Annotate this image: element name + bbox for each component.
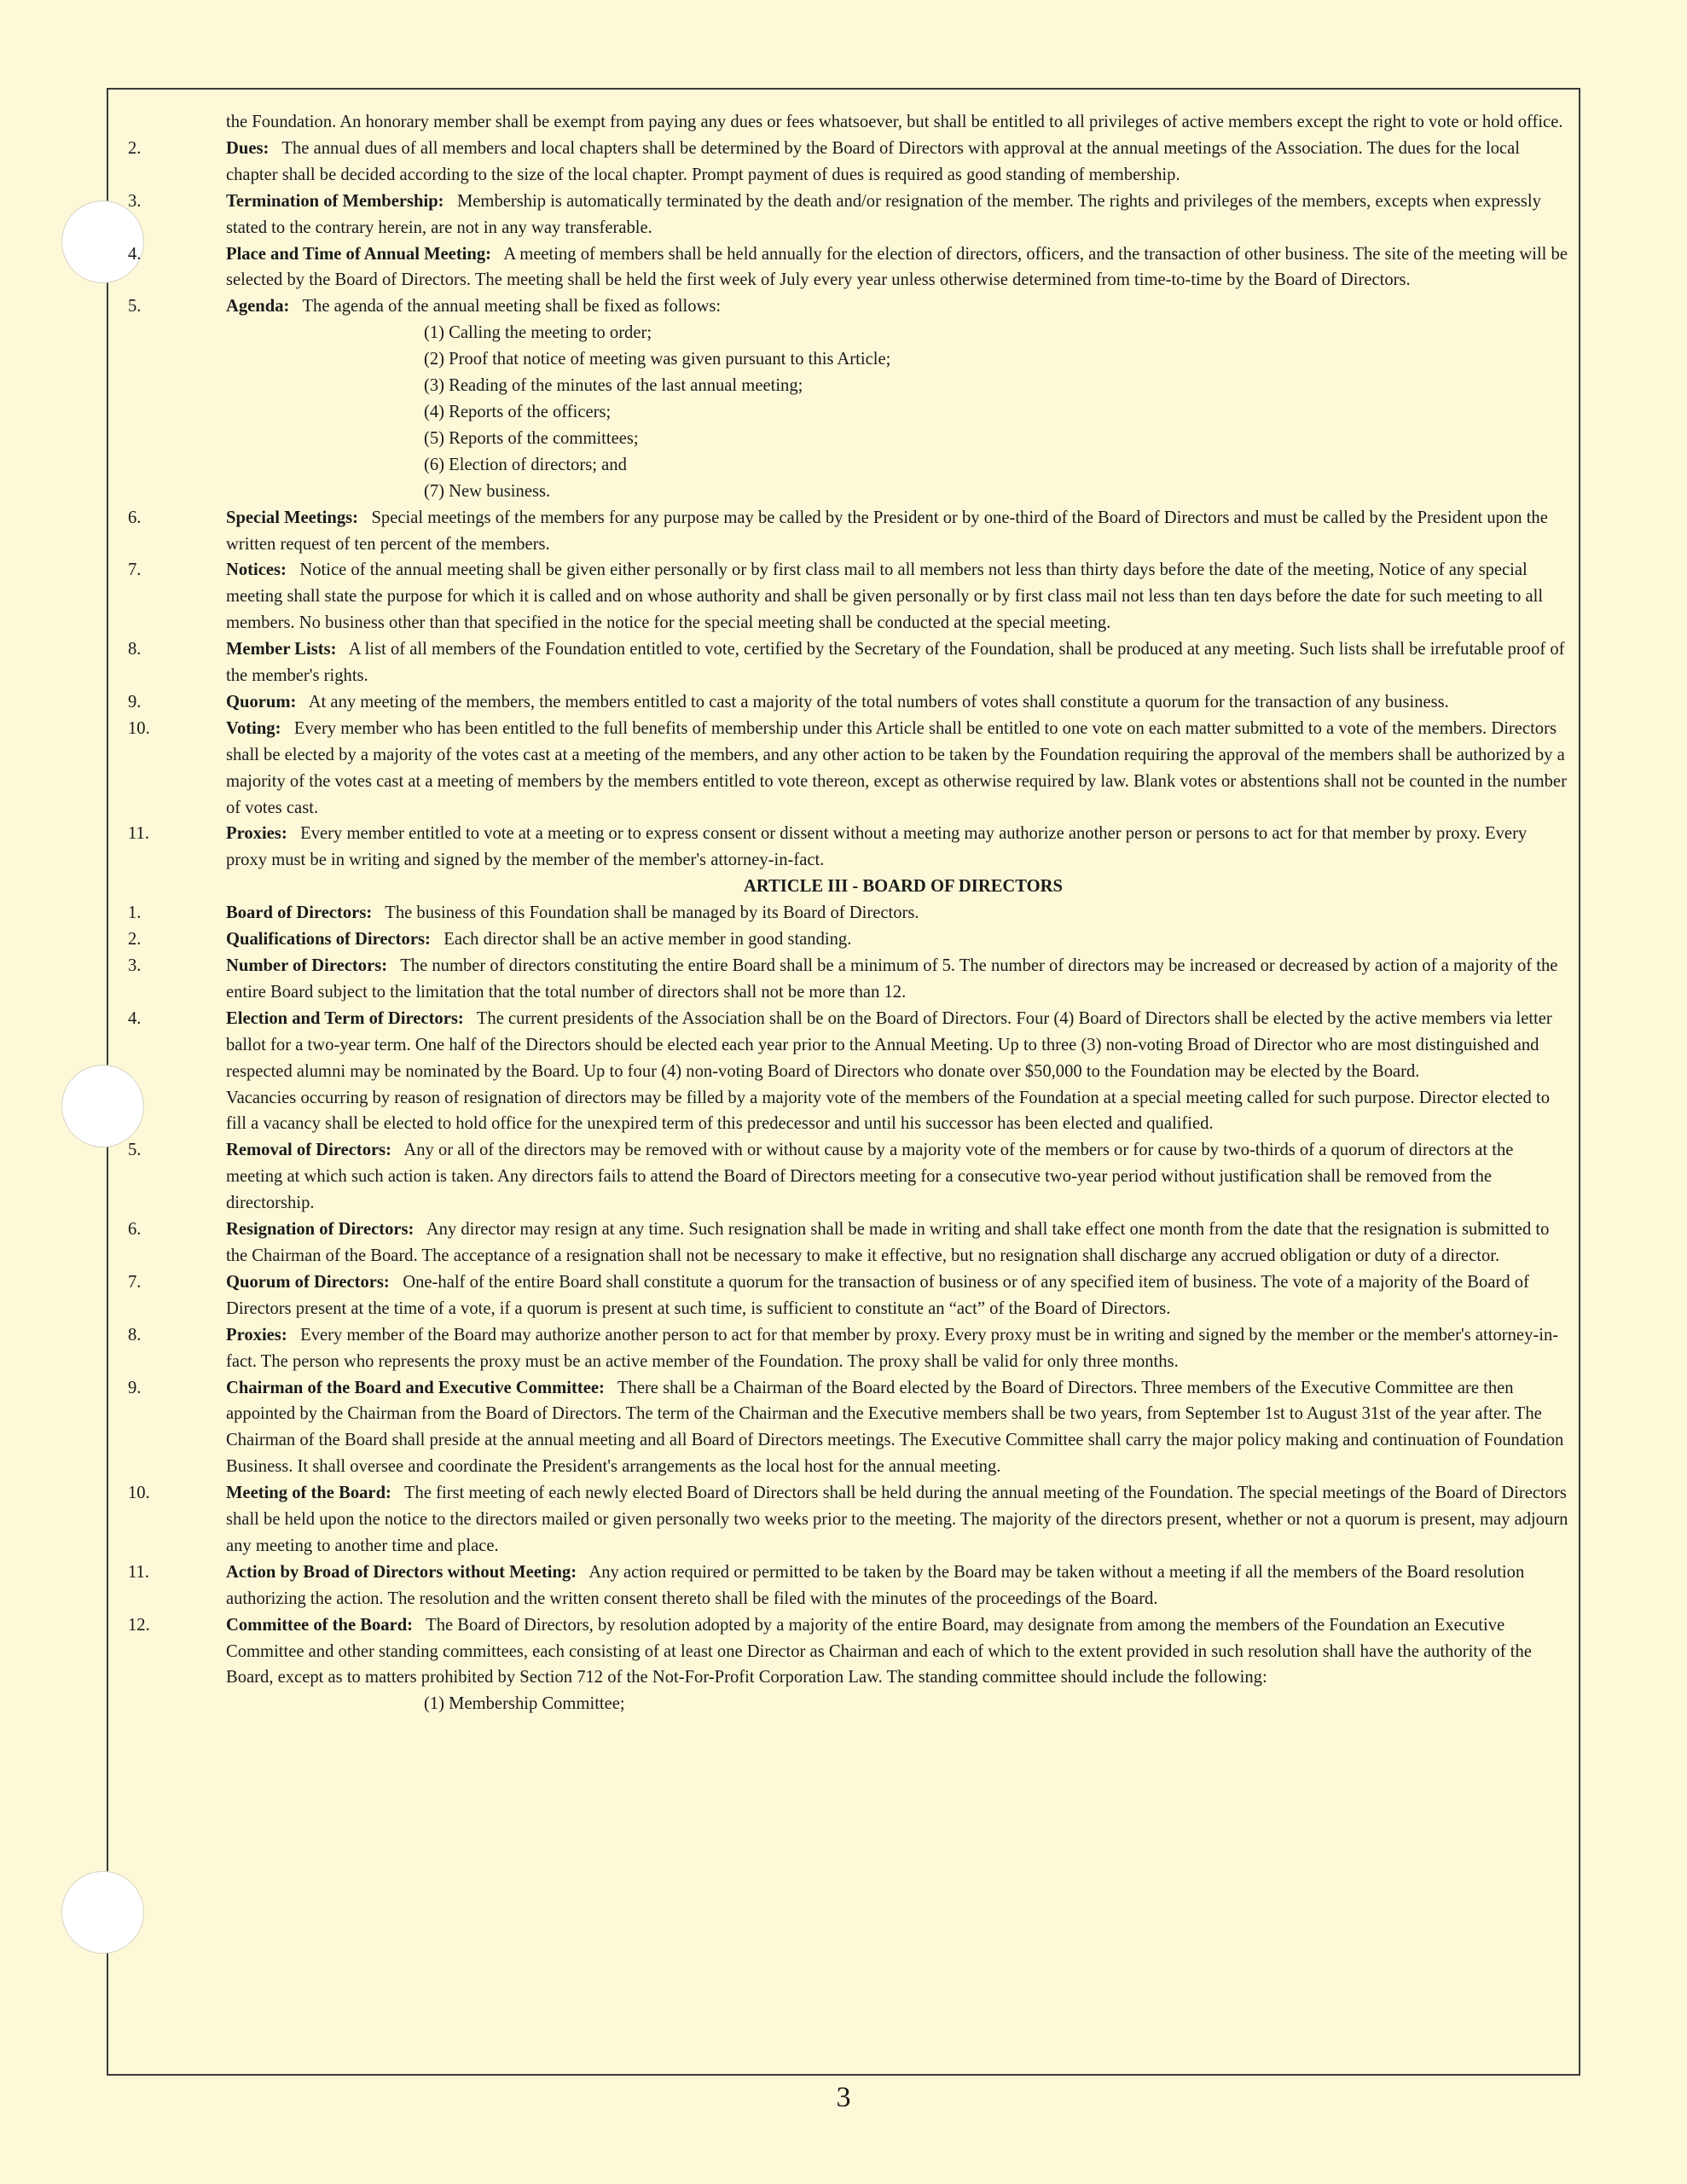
agenda-entry: (4) Reports of the officers; [424,402,612,421]
article-2-items [107,136,1580,320]
list-item [107,636,1580,689]
committee-list [107,1691,1580,1717]
list-item [107,926,1580,953]
item-body [226,557,1568,636]
article-3-items [107,900,1580,1084]
item-number: 8. [128,1325,142,1345]
item-text: At any meeting of the members, the members entitled to cast a majority of the total numbers of votes shall constitute a quorum for the transaction of any business. [308,692,1449,712]
item-number: 6. [128,508,142,527]
article-3-heading: ARTICLE III - BOARD OF DIRECTORS [743,877,1064,897]
item-title: Board of Directors: [226,903,373,923]
item-text: Membership is automatically terminated by the death and/or resignation of the member. The rights and privileges of the members, excepts when expressly stated to the contrary herein, are not in any way transferable. [226,191,1541,237]
item-number: 8. [128,640,142,659]
item-number: 3. [128,956,142,975]
list-item [107,189,1580,241]
item-title: Quorum: [226,692,297,712]
list-item [107,1137,1580,1217]
agenda-list [107,320,1580,504]
item-title: Resignation of Directors: [226,1220,415,1240]
item-title: Meeting of the Board: [226,1484,391,1503]
item-number: 4. [128,244,142,264]
item-number: 11. [128,824,149,844]
item-body [226,136,1568,189]
item-number: 7. [128,1272,142,1292]
document-body [107,109,1580,1717]
list-item [107,716,1580,822]
page-number: 3 [836,2082,851,2113]
list-item [107,1322,1580,1375]
item-title: Committee of the Board: [226,1615,414,1635]
item-text: The Board of Directors, by resolution adopted by a majority of the entire Board, may designate from among the members of the Foundation an Executive Committee and other standing committees, each consisting of at least one Director as Chairman and each of which to the extent provided in such resolution shall have the authority of the Board, except as to matters prohibited by Section 712 of the Not-For-Profit Corporation Law. The standing committee should include the following: [226,1615,1532,1687]
agenda-entry: (6) Election of directors; and [424,455,627,474]
item-text: The business of this Foundation shall be managed by its Board of Directors. [385,903,919,923]
agenda-entry: (5) Reports of the committees; [424,428,639,448]
item-title: Number of Directors: [226,956,388,975]
item-title: Termination of Membership: [226,191,444,211]
item-body [226,1137,1568,1217]
item-text: Each director shall be an active member in good standing. [443,930,852,950]
list-item [107,1480,1580,1560]
item-title: Notices: [226,561,287,580]
item-body [226,1375,1568,1481]
item-body [226,821,1568,874]
item-body [226,1006,1568,1085]
item-title: Member Lists: [226,640,337,659]
item-title: Chairman of the Board and Executive Committee: [226,1378,605,1397]
item-body [226,636,1568,689]
item-title: Removal of Directors: [226,1141,392,1160]
punch-hole-bottom [61,1871,144,1954]
item-number: 3. [128,191,142,211]
list-item [107,689,1580,716]
item-number: 2. [128,138,142,158]
item-title: Quorum of Directors: [226,1272,390,1292]
list-item [107,1006,1580,1085]
list-item [107,293,1580,320]
item-body [226,900,1568,926]
item-number: 7. [128,561,142,580]
item-body [226,689,1568,716]
list-item [107,821,1580,874]
item-number: 1. [128,903,142,923]
agenda-entry: (3) Reading of the minutes of the last annual meeting; [424,376,803,396]
item-number: 5. [128,297,142,317]
item-number: 4. [128,1008,142,1028]
item-body [226,1322,1568,1375]
item-title: Place and Time of Annual Meeting: [226,244,492,264]
item-body [226,1480,1568,1560]
item-title: Qualifications of Directors: [226,930,431,950]
item-number: 10. [128,718,150,738]
item-text: The agenda of the annual meeting shall be fixed as follows: [302,297,722,317]
item-number: 2. [128,930,142,950]
item-text: The annual dues of all members and local chapters shall be determined by the Board of Directors with approval at the annual meetings of the Association. The dues for the local chapter shall be decided according to the size of the local chapter. Prompt payment of dues is required as good standing of membership. [226,138,1521,184]
item-text: Special meetings of the members for any purpose may be called by the President or by one-third of the Board of Directors and must be called by the President upon the written request of ten percent of the members. [226,508,1548,554]
item-text: A list of all members of the Foundation entitled to vote, certified by the Secretary of the Foundation, shall be produced at any meeting. Such lists shall be irrefutable proof of the member's rights. [226,640,1565,686]
agenda-entry: (1) Membership Committee; [424,1694,625,1714]
item-body [226,293,1568,320]
item-number: 5. [128,1141,142,1160]
item-text: There shall be a Chairman of the Board elected by the Board of Directors. Three members of the Executive Committee are then appointed by the Chairman from the Board of Directors. The term of the Chairman and the Executive members shall be two years, from September 1st to August 31st of the year after. The Chairman of the Board shall preside at the annual meeting and all Board of Directors meetings. The Executive Committee shall carry the major policy making and continuation of Foundation Business. It shall oversee and coordinate the President's arrangements as the local host for the annual meeting. [226,1378,1564,1477]
item-text: Every member who has been entitled to the full benefits of membership under this Article shall be entitled to one vote on each matter submitted to a vote of the members. Directors shall be elected by a majority of the votes cast at a meeting of the members, and any other action to be taken by the Foundation requiring the approval of the members shall be authorized by a majority of the votes cast at a meeting of members by the members entitled to vote thereon, except as otherwise required by law. Blank votes or abstentions shall not be counted in the number of votes cast. [226,718,1567,817]
vacancies-paragraph: Vacancies occurring by reason of resignation of directors may be filled by a majority vote of the members of the Foundation at a special meeting called for such purpose. Director elected to fill a vacancy shall be elected to hold office for the unexpired term of this predecessor and until his successor has been elected and qualified. [226,1088,1551,1134]
item-body [226,189,1568,241]
item-title: Dues: [226,138,270,158]
item-number: 9. [128,1378,142,1397]
agenda-entry: (2) Proof that notice of meeting was given pursuant to this Article; [424,350,891,369]
item-title: Election and Term of Directors: [226,1008,464,1028]
list-item [107,136,1580,189]
list-item [107,900,1580,926]
item-number: 11. [128,1562,149,1582]
agenda-entry: (7) New business. [424,481,551,501]
item-body [226,1217,1568,1269]
item-text: Notice of the annual meeting shall be given either personally or by first class mail to all members not less than thirty days before the date of the meeting, Notice of any special meeting shall state the purpose for which it is called and on whose authority and shall be given personally or by first class mail not less than ten days before the date for such meeting to all members. No business other than that specified in the notice for the special meeting shall be conducted at the special meeting. [226,561,1544,633]
item-body [226,505,1568,558]
item-text: One-half of the entire Board shall constitute a quorum for the transaction of business or of any specified item of business. The vote of a majority of the Board of Directors present at the time of a vote, if a quorum is present at such time, is sufficient to constitute an “act” of the Board of Directors. [226,1272,1529,1318]
list-item [107,1269,1580,1322]
agenda-entry: (1) Calling the meeting to order; [424,323,652,343]
item-number: 10. [128,1484,150,1503]
item-body [226,1269,1568,1322]
list-item [107,1217,1580,1269]
item-number: 12. [128,1615,150,1635]
item-body [226,241,1568,294]
item-number: 9. [128,692,142,712]
item-title: Special Meetings: [226,508,358,527]
item-text: Every member entitled to vote at a meeting or to express consent or dissent without a meeting may authorize another person or persons to act for that member by proxy. Every proxy must be in writing and signed by the member of the member's attorney-in-fact. [226,824,1528,870]
item-text: A meeting of members shall be held annually for the election of directors, officers, and the transaction of other business. The site of the meeting will be selected by the Board of Directors. The meeting shall be held the first week of July every year unless otherwise determined from time-to-time by the Board of Directors. [226,244,1568,290]
list-item [107,557,1580,636]
item-text: Any or all of the directors may be removed with or without cause by a majority vote of the members or for cause by two-thirds of a quorum of directors at the meeting at which such action is taken. Any directors fails to attend the Board of Directors meeting for a consecutive two-year period without justification shall be removed from the directorship. [226,1141,1514,1213]
item-text: Any director may resign at any time. Such resignation shall be made in writing and shall take effect one month from the date that the resignation is submitted to the Chairman of the Board. The acceptance of a resignation shall not be necessary to make it effective, but no resignation shall discharge any accrued obligation or duty of a director. [226,1220,1550,1265]
item-body [226,1560,1568,1612]
list-item [107,241,1580,294]
item-title: Proxies: [226,1325,287,1345]
item-text: Any action required or permitted to be taken by the Board may be taken without a meeting if all the members of the Board resolution authorizing the action. The resolution and the written consent thereto shall be filed with the minutes of the proceedings of the Board. [226,1562,1525,1608]
item-text: Every member of the Board may authorize another person to act for that member by proxy. Every proxy must be in writing and signed by the member or the member's attorney-in-fact. The person who represents the proxy must be an active member of the Foundation. The proxy shall be valid for only three months. [226,1325,1559,1371]
item-body [226,716,1568,822]
continuation-paragraph: the Foundation. An honorary member shall be exempt from paying any dues or fees whatsoever, but shall be entitled to all privileges of active members except the right to vote or hold office. [226,113,1563,131]
item-title: Action by Broad of Directors without Meeting: [226,1562,577,1582]
item-title: Voting: [226,718,281,738]
item-text: The first meeting of each newly elected Board of Directors shall be held during the annual meeting of the Foundation. The special meetings of the Board of Directors shall be held upon the notice to the directors mailed or given personally two weeks prior to the meeting. The majority of the directors present, whether or not a quorum is present, may adjourn any meeting to another time and place. [226,1484,1568,1555]
item-body [226,926,1568,953]
item-body [226,953,1568,1006]
list-item [107,505,1580,558]
item-body [226,1612,1568,1692]
list-item [107,1560,1580,1612]
item-title: Proxies: [226,824,287,844]
item-number: 6. [128,1220,142,1240]
list-item [107,1612,1580,1692]
article-2-items-continued [107,505,1580,874]
list-item [107,1375,1580,1481]
item-title: Agenda: [226,297,290,317]
article-3-items-continued [107,1137,1580,1691]
item-text: The number of directors constituting the entire Board shall be a minimum of 5. The number of directors may be increased or decreased by action of a majority of the entire Board subject to the limitation that the total number of directors shall not be more than 12. [226,956,1558,1002]
item-text: The current presidents of the Association shall be on the Board of Directors. Four (4) Board of Directors shall be elected by the active members via letter ballot for a two-year term. One half of the Directors should be elected each year prior to the Annual Meeting. Up to three (3) non-voting Broad of Director who are most distinguished and respected alumni may be nominated by the Board. Up to four (4) non-voting Board of Directors who donate over $50,000 to the Foundation may be elected by the Board. [226,1008,1552,1081]
list-item [107,953,1580,1006]
